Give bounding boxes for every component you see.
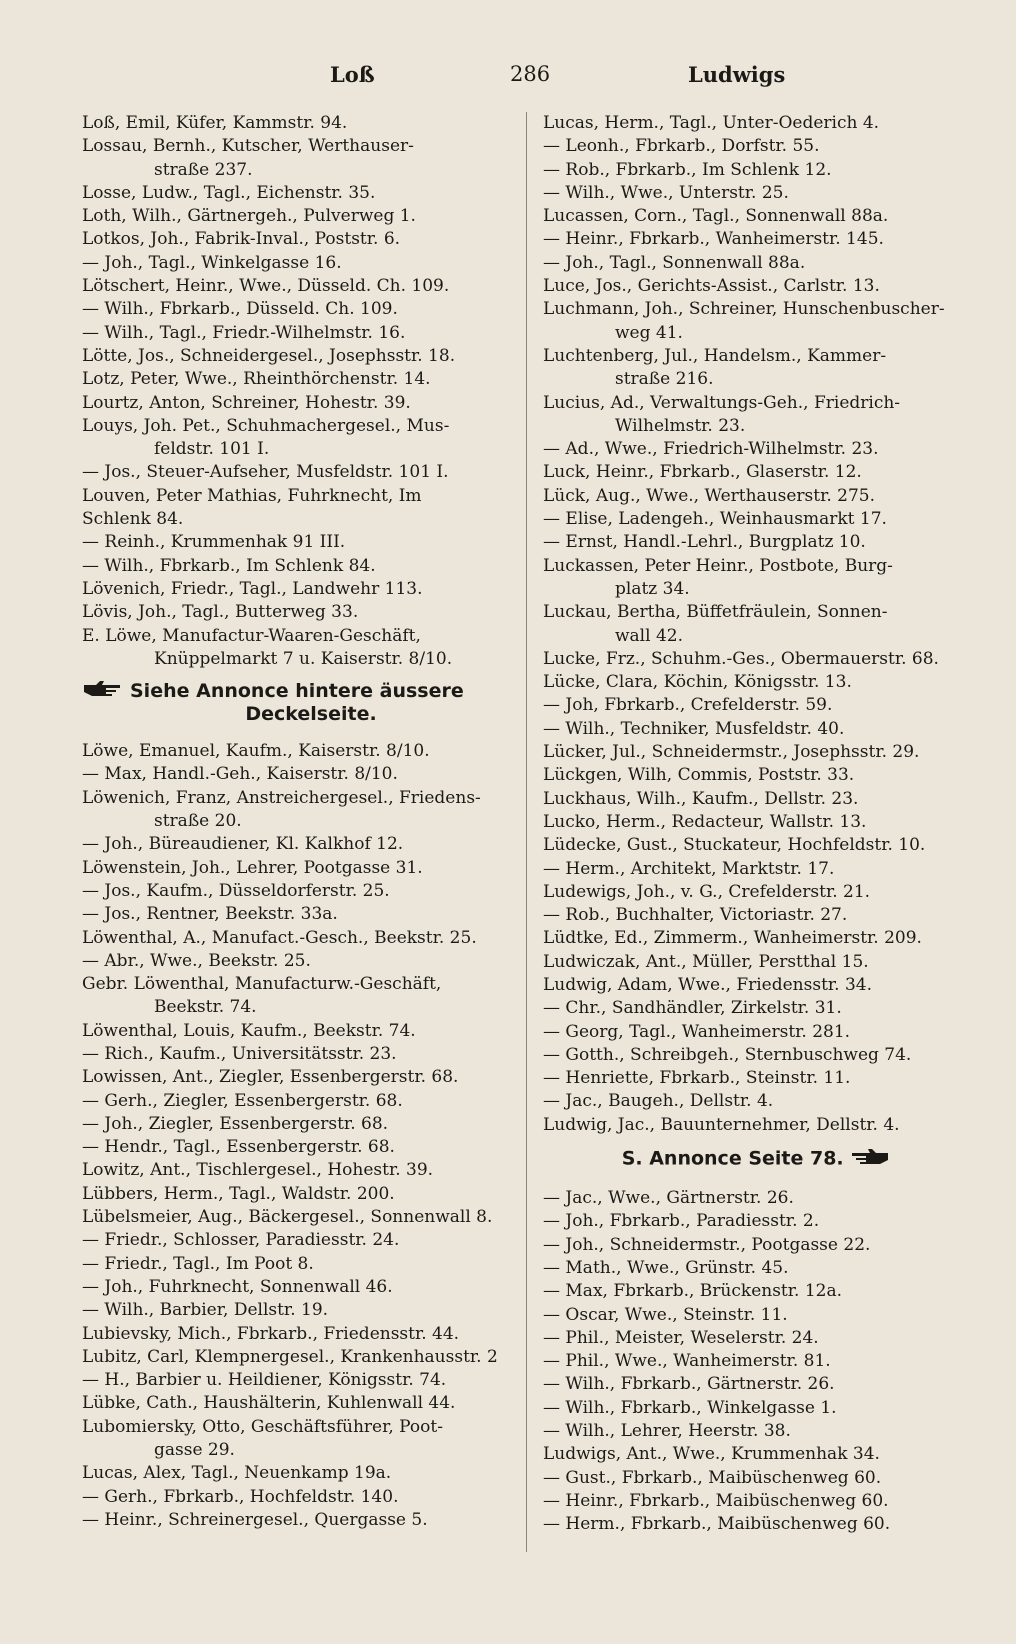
directory-entry: — Gust., Fbrkarb., Maibüschenweg 60. — [543, 1467, 882, 1488]
directory-entry: Lübelsmeier, Aug., Bäckergesel., Sonnenwall 8. — [82, 1207, 493, 1228]
directory-entry: Lucassen, Corn., Tagl., Sonnenwall 88a. — [543, 206, 889, 227]
directory-entry: Luck, Heinr., Fbrkarb., Glaserstr. 12. — [543, 462, 862, 483]
directory-entry: weg 41. — [615, 322, 683, 343]
directory-entry: — Joh., Schneidermstr., Pootgasse 22. — [543, 1234, 871, 1255]
directory-entry: — Wilh., Fbrkarb., Gärtnerstr. 26. — [543, 1374, 835, 1395]
directory-entry: Beekstr. 74. — [154, 997, 257, 1018]
directory-entry: Losse, Ludw., Tagl., Eichenstr. 35. — [82, 182, 376, 203]
left-entries-a — [82, 112, 510, 671]
directory-entry: Knüppelmarkt 7 u. Kaiserstr. 8/10. — [154, 648, 453, 669]
directory-entry: Lotkos, Joh., Fabrik-Inval., Poststr. 6. — [82, 229, 401, 250]
directory-entry: — H., Barbier u. Heildiener, Königsstr. 74. — [82, 1370, 447, 1391]
directory-entry: Lötte, Jos., Schneidergesel., Josephsstr. 18. — [82, 345, 456, 366]
directory-entry: Lucke, Frz., Schuhm.-Ges., Obermauerstr. 68. — [543, 648, 939, 669]
directory-entry: — Jos., Kaufm., Düsseldorferstr. 25. — [82, 880, 390, 901]
directory-entry: Loß, Emil, Küfer, Kammstr. 94. — [82, 113, 348, 133]
directory-entry: — Herm., Architekt, Marktstr. 17. — [543, 858, 835, 879]
directory-entry: Ludwigs, Ant., Wwe., Krummenhak 34. — [543, 1444, 880, 1465]
directory-entry: — Ad., Wwe., Friedrich-Wilhelmstr. 23. — [543, 439, 879, 460]
directory-entry: Lüdecke, Gust., Stuckateur, Hochfeldstr. 10. — [543, 835, 926, 856]
directory-entry: Louven, Peter Mathias, Fuhrknecht, Im — [82, 485, 422, 506]
directory-entry: Luchtenberg, Jul., Handelsm., Kammer- — [543, 345, 887, 366]
directory-entry: Lotz, Peter, Wwe., Rheinthörchenstr. 14. — [82, 369, 431, 390]
directory-entry: Lubomiersky, Otto, Geschäftsführer, Poot- — [82, 1416, 443, 1437]
directory-entry: Lück, Aug., Wwe., Werthauserstr. 275. — [543, 485, 876, 506]
directory-entry: — Wilh., Fbrkarb., Im Schlenk 84. — [82, 555, 376, 576]
directory-entry: — Joh., Büreaudiener, Kl. Kalkhof 12. — [82, 834, 404, 855]
directory-entry: — Heinr., Fbrkarb., Maibüschenweg 60. — [543, 1490, 889, 1511]
directory-entry: Lübbers, Herm., Tagl., Waldstr. 200. — [82, 1183, 395, 1204]
annonce-right-text: S. Annonce Seite 78. — [621, 1147, 844, 1170]
directory-entry: — Heinr., Fbrkarb., Wanheimerstr. 145. — [543, 229, 884, 250]
directory-entry: E. Löwe, Manufactur-Waaren-Geschäft, — [82, 625, 421, 646]
directory-entry: — Joh., Tagl., Sonnenwall 88a. — [543, 252, 806, 273]
directory-entry: — Wilh., Fbrkarb., Winkelgasse 1. — [543, 1397, 837, 1418]
directory-entry: Lossau, Bernh., Kutscher, Werthauser- — [82, 136, 414, 157]
directory-entry: feldstr. 101 I. — [154, 439, 270, 460]
directory-entry: — Gerh., Fbrkarb., Hochfeldstr. 140. — [82, 1486, 399, 1507]
directory-entry: — Rich., Kaufm., Universitätsstr. 23. — [82, 1043, 397, 1064]
directory-entry: — Leonh., Fbrkarb., Dorfstr. 55. — [543, 136, 820, 157]
directory-entry: — Joh, Fbrkarb., Crefelderstr. 59. — [543, 695, 833, 716]
annonce-right — [543, 1147, 969, 1171]
directory-entry: Lucas, Alex, Tagl., Neuenkamp 19a. — [82, 1463, 392, 1484]
page-number: 286 — [510, 62, 551, 86]
header-right-word: Ludwigs — [688, 62, 786, 87]
directory-entry: Gebr. Löwenthal, Manufacturw.-Geschäft, — [82, 974, 442, 995]
directory-entry: Lüdtke, Ed., Zimmerm., Wanheimerstr. 209. — [543, 928, 922, 949]
directory-entry: — Phil., Meister, Weselerstr. 24. — [543, 1327, 819, 1348]
directory-entry: Luckassen, Peter Heinr., Postbote, Burg- — [543, 555, 893, 576]
directory-entry: — Herm., Fbrkarb., Maibüschenweg 60. — [543, 1514, 891, 1535]
column-divider — [526, 112, 527, 1552]
directory-entry: straße 237. — [154, 159, 253, 180]
directory-entry: Löwenstein, Joh., Lehrer, Pootgasse 31. — [82, 857, 423, 878]
directory-entry: Lübke, Cath., Haushälterin, Kuhlenwall 44. — [82, 1393, 456, 1414]
directory-entry: — Rob., Fbrkarb., Im Schlenk 12. — [543, 159, 832, 180]
pointing-hand-icon — [850, 1147, 890, 1171]
directory-entry: Lucas, Herm., Tagl., Unter-Oederich 4. — [543, 113, 880, 133]
directory-entry: Lücker, Jul., Schneidermstr., Josephsstr. 29. — [543, 742, 920, 763]
directory-entry: Luchmann, Joh., Schreiner, Hunschenbuscher- — [543, 299, 945, 320]
directory-entry: Lückgen, Wilh, Commis, Poststr. 33. — [543, 765, 855, 786]
directory-entry: — Friedr., Schlosser, Paradiesstr. 24. — [82, 1230, 400, 1251]
directory-entry: — Oscar, Wwe., Steinstr. 11. — [543, 1304, 788, 1325]
directory-entry: — Joh., Fbrkarb., Paradiesstr. 2. — [543, 1211, 820, 1232]
directory-entry: Ludwig, Adam, Wwe., Friedensstr. 34. — [543, 974, 873, 995]
directory-entry: — Rob., Buchhalter, Victoriastr. 27. — [543, 905, 848, 926]
directory-entry: Lubievsky, Mich., Fbrkarb., Friedensstr. 44. — [82, 1323, 460, 1344]
directory-entry: Lucko, Herm., Redacteur, Wallstr. 13. — [543, 811, 867, 832]
directory-entry: — Ernst, Handl.-Lehrl., Burgplatz 10. — [543, 532, 866, 553]
directory-entry: Löwe, Emanuel, Kaufm., Kaiserstr. 8/10. — [82, 741, 430, 762]
directory-entry: — Georg, Tagl., Wanheimerstr. 281. — [543, 1021, 851, 1042]
directory-entry: Wilhelmstr. 23. — [615, 415, 746, 436]
directory-entry: — Phil., Wwe., Wanheimerstr. 81. — [543, 1351, 831, 1372]
pointing-hand-icon — [82, 679, 122, 703]
directory-entry: — Jac., Wwe., Gärtnerstr. 26. — [543, 1188, 794, 1209]
directory-entry: — Jac., Baugeh., Dellstr. 4. — [543, 1091, 774, 1112]
directory-entry: — Henriette, Fbrkarb., Steinstr. 11. — [543, 1068, 851, 1089]
directory-entry: Ludwig, Jac., Bauunternehmer, Dellstr. 4. — [543, 1114, 900, 1135]
directory-entry: Löwenthal, Louis, Kaufm., Beekstr. 74. — [82, 1020, 416, 1041]
annonce-left — [82, 679, 510, 726]
directory-entry: — Chr., Sandhändler, Zirkelstr. 31. — [543, 998, 842, 1019]
directory-entry: Ludewigs, Joh., v. G., Crefelderstr. 21. — [543, 881, 871, 902]
directory-entry: — Jos., Rentner, Beekstr. 33a. — [82, 904, 338, 925]
directory-entry: straße 20. — [154, 811, 242, 832]
header-left-word: Loß — [330, 62, 375, 87]
directory-entry: — Joh., Fuhrknecht, Sonnenwall 46. — [82, 1276, 393, 1297]
directory-entry: Loth, Wilh., Gärtnergeh., Pulverweg 1. — [82, 206, 416, 227]
directory-entry: — Joh., Ziegler, Essenbergerstr. 68. — [82, 1113, 389, 1134]
directory-entry: Löwenich, Franz, Anstreichergesel., Friedens- — [82, 787, 481, 808]
directory-entry: — Gerh., Ziegler, Essenbergerstr. 68. — [82, 1090, 403, 1111]
directory-entry: Luckhaus, Wilh., Kaufm., Dellstr. 23. — [543, 788, 859, 809]
directory-entry: Lücke, Clara, Köchin, Königsstr. 13. — [543, 672, 852, 693]
directory-entry: Lövenich, Friedr., Tagl., Landwehr 113. — [82, 578, 423, 599]
directory-entry: — Jos., Steuer-Aufseher, Musfeldstr. 101 I. — [82, 462, 449, 483]
directory-entry: wall 42. — [615, 625, 683, 646]
directory-entry: gasse 29. — [154, 1440, 235, 1461]
directory-entry: Louys, Joh. Pet., Schuhmachergesel., Mus- — [82, 415, 450, 436]
directory-entry: — Math., Wwe., Grünstr. 45. — [543, 1257, 789, 1278]
directory-entry: Lubitz, Carl, Klempnergesel., Krankenhausstr. 2 — [82, 1346, 498, 1367]
right-entries-a — [543, 112, 969, 1137]
directory-entry: — Joh., Tagl., Winkelgasse 16. — [82, 252, 342, 273]
directory-entry: Lötschert, Heinr., Wwe., Düsseld. Ch. 109. — [82, 276, 450, 297]
directory-entry: — Wilh., Techniker, Musfeldstr. 40. — [543, 718, 845, 739]
directory-entry: — Abr., Wwe., Beekstr. 25. — [82, 950, 311, 971]
directory-entry: — Wilh., Barbier, Dellstr. 19. — [82, 1300, 329, 1321]
directory-entry: Ludwiczak, Ant., Müller, Perstthal 15. — [543, 951, 869, 972]
directory-entry: — Wilh., Lehrer, Heerstr. 38. — [543, 1421, 791, 1442]
directory-entry: Löwenthal, A., Manufact.-Gesch., Beekstr. 25. — [82, 927, 477, 948]
directory-entry: Luckau, Bertha, Büffetfräulein, Sonnen- — [543, 602, 888, 623]
directory-entry: — Wilh., Tagl., Friedr.-Wilhelmstr. 16. — [82, 322, 406, 343]
directory-entry: — Reinh., Krummenhak 91 III. — [82, 532, 346, 553]
left-column — [82, 112, 510, 1532]
directory-entry: Schlenk 84. — [82, 509, 184, 530]
directory-entry: — Heinr., Schreinergesel., Quergasse 5. — [82, 1509, 428, 1530]
directory-entry: Lowitz, Ant., Tischlergesel., Hohestr. 39. — [82, 1160, 434, 1181]
directory-entry: — Hendr., Tagl., Essenbergerstr. 68. — [82, 1137, 395, 1158]
directory-entry: — Friedr., Tagl., Im Poot 8. — [82, 1253, 314, 1274]
directory-entry: Luce, Jos., Gerichts-Assist., Carlstr. 13. — [543, 276, 880, 297]
directory-entry: platz 34. — [615, 578, 690, 599]
directory-entry: — Elise, Ladengeh., Weinhausmarkt 17. — [543, 509, 887, 530]
directory-entry: — Max, Handl.-Geh., Kaiserstr. 8/10. — [82, 764, 398, 785]
right-column — [543, 112, 969, 1537]
directory-entry: straße 216. — [615, 369, 714, 390]
directory-entry: — Gotth., Schreibgeh., Sternbuschweg 74. — [543, 1044, 912, 1065]
directory-entry: — Max, Fbrkarb., Brückenstr. 12a. — [543, 1281, 842, 1302]
directory-entry: Lowissen, Ant., Ziegler, Essenbergerstr. 68. — [82, 1067, 459, 1088]
directory-entry: Lourtz, Anton, Schreiner, Hohestr. 39. — [82, 392, 411, 413]
directory-entry: — Wilh., Wwe., Unterstr. 25. — [543, 182, 789, 203]
left-entries-b — [82, 740, 510, 1532]
directory-entry: Lucius, Ad., Verwaltungs-Geh., Friedrich- — [543, 392, 901, 413]
annonce-left-line1: Siehe Annonce hintere äussere — [130, 679, 464, 702]
directory-entry: — Wilh., Fbrkarb., Düsseld. Ch. 109. — [82, 299, 398, 320]
directory-entry: Lövis, Joh., Tagl., Butterweg 33. — [82, 602, 359, 623]
right-entries-b — [543, 1187, 969, 1536]
annonce-left-line2: Deckelseite. — [245, 703, 377, 726]
